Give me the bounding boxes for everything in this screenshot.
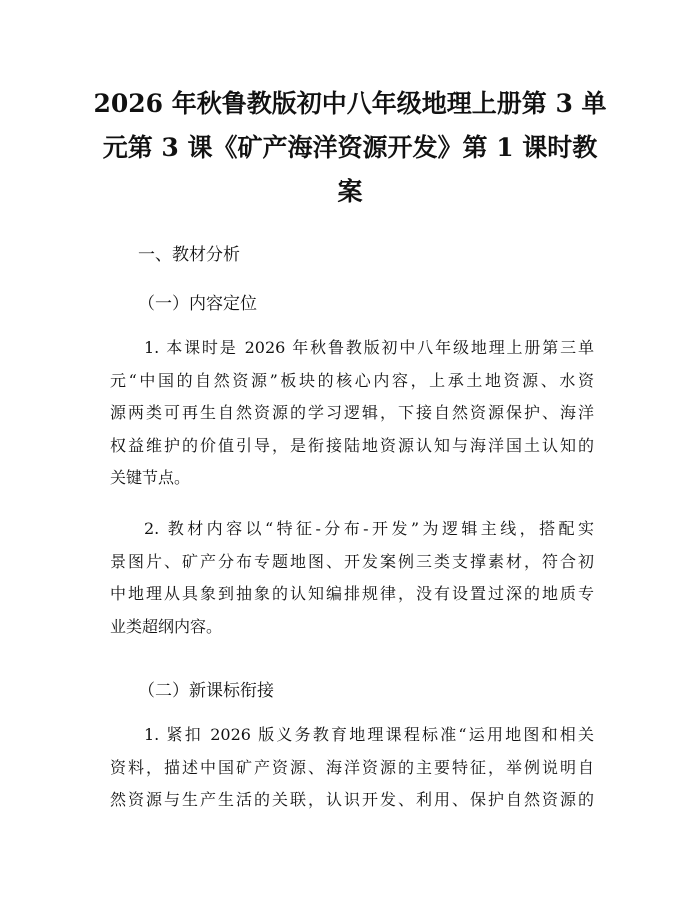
paragraph-line: 1. 紧扣 2026 版义务教育地理课程标准“运用地图和相关	[144, 725, 594, 744]
paragraph-new-curriculum-standard-1	[110, 719, 594, 817]
paragraph-line: 景图片、矿产分布专题地图、开发案例三类支撑素材，符合初	[110, 551, 594, 571]
paragraph-content-positioning-2	[110, 513, 594, 643]
section-heading-teaching-material-analysis: 一、教材分析	[138, 245, 240, 265]
paragraph-line: 元“中国的自然资源”板块的核心内容，上承土地资源、水资	[110, 370, 594, 390]
paragraph-line: 资料，描述中国矿产资源、海洋资源的主要特征，举例说明自	[110, 757, 594, 777]
document-title	[70, 82, 630, 214]
title-line: 2026 年秋鲁教版初中八年级地理上册第 3 单	[93, 89, 607, 118]
subsection-heading-new-curriculum-standard: （二）新课标衔接	[138, 681, 274, 701]
subsection-heading-content-positioning: （一）内容定位	[138, 294, 257, 314]
paragraph-line: 1. 本课时是 2026 年秋鲁教版初中八年级地理上册第三单	[144, 338, 594, 357]
title-line: 案	[337, 177, 363, 206]
paragraph-line: 2. 教材内容以“特征-分布-开发”为逻辑主线，搭配实	[144, 519, 594, 538]
paragraph-content-positioning-1	[110, 332, 594, 495]
paragraph-line: 权益维护的价值引导，是衔接陆地资源认知与海洋国土认知的	[110, 435, 594, 455]
paragraph-line: 中地理从具象到抽象的认知编排规律，没有设置过深的地质专	[110, 584, 594, 603]
paragraph-line: 然资源与生产生活的关联，认识开发、利用、保护自然资源的	[110, 790, 594, 809]
paragraph-line: 关键节点。	[110, 468, 191, 487]
title-line: 元第 3 课《矿产海洋资源开发》第 1 课时教	[102, 133, 598, 162]
paragraph-line: 源两类可再生自然资源的学习逻辑，下接自然资源保护、海洋	[110, 403, 594, 422]
paragraph-line: 业类超纲内容。	[110, 616, 223, 636]
